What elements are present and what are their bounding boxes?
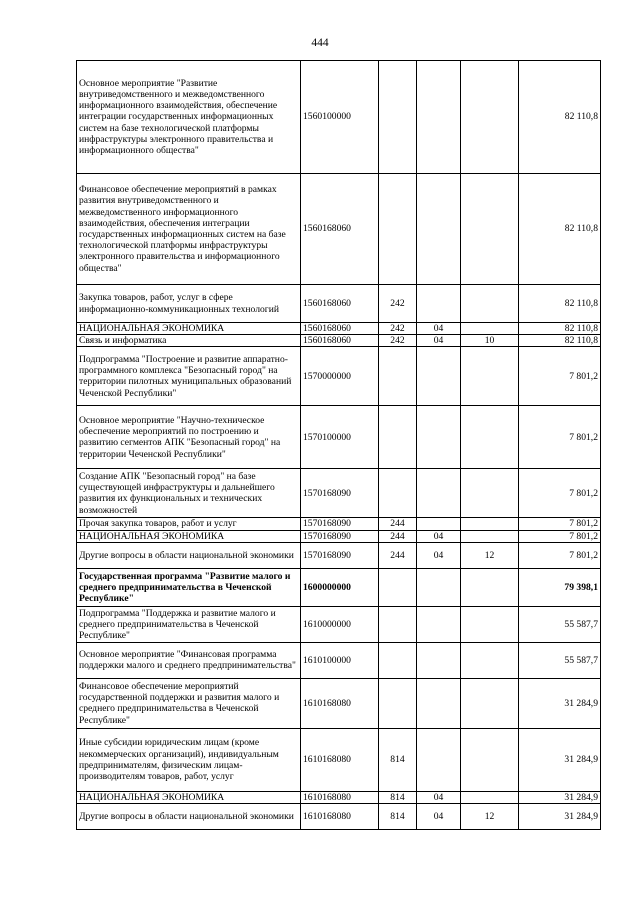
row-section-cell (417, 728, 461, 791)
row-expense-type-cell (379, 406, 417, 469)
row-amount-cell: 31 284,9 (519, 678, 601, 728)
row-subsection-cell: 12 (461, 804, 519, 830)
row-subsection-cell: 10 (461, 335, 519, 347)
row-target-code-cell: 1610168080 (301, 678, 379, 728)
row-subsection-cell (461, 347, 519, 406)
table-row (77, 678, 601, 728)
row-name-cell: Государственная программа "Развитие малого и среднего предпринимательства в Чеченской Республике" (77, 568, 301, 606)
row-section-cell (417, 518, 461, 530)
row-target-code-cell: 1610168080 (301, 728, 379, 791)
row-amount-cell: 82 110,8 (519, 285, 601, 323)
row-amount-cell: 7 801,2 (519, 406, 601, 469)
row-expense-type-cell (379, 678, 417, 728)
table-row (77, 285, 601, 323)
row-section-cell: 04 (417, 542, 461, 568)
row-amount-cell: 7 801,2 (519, 542, 601, 568)
row-section-cell (417, 285, 461, 323)
budget-table-body (77, 61, 601, 830)
table-row (77, 606, 601, 642)
row-subsection-cell (461, 174, 519, 285)
row-expense-type-cell (379, 606, 417, 642)
row-subsection-cell (461, 61, 519, 174)
row-name-cell: Финансовое обеспечение мероприятий государственной поддержки и развития малого и среднего предпринимательства в Чеченской Республике" (77, 678, 301, 728)
row-name-cell: Прочая закупка товаров, работ и услуг (77, 518, 301, 530)
row-target-code-cell: 1560100000 (301, 61, 379, 174)
row-expense-type-cell (379, 469, 417, 518)
table-row (77, 791, 601, 803)
row-name-cell: Закупка товаров, работ, услуг в сфере информационно-коммуникационных технологий (77, 285, 301, 323)
row-name-cell: Основное мероприятие "Развитие внутриведомственного и межведомственного информационного взаимодействия, обеспечение интеграции государственных информационных систем на базе технологической платформы инфраструктуры электронного правительства и информационного общества" (77, 61, 301, 174)
row-target-code-cell: 1570168090 (301, 530, 379, 542)
table-row (77, 530, 601, 542)
row-expense-type-cell (379, 642, 417, 678)
table-row (77, 728, 601, 791)
table-row (77, 323, 601, 335)
row-amount-cell: 82 110,8 (519, 323, 601, 335)
table-row (77, 406, 601, 469)
table-row (77, 568, 601, 606)
row-name-cell: Другие вопросы в области национальной экономики (77, 542, 301, 568)
page-number: 444 (311, 37, 329, 49)
row-expense-type-cell: 242 (379, 335, 417, 347)
row-target-code-cell: 1610100000 (301, 642, 379, 678)
row-section-cell (417, 174, 461, 285)
row-amount-cell: 7 801,2 (519, 347, 601, 406)
row-expense-type-cell: 244 (379, 542, 417, 568)
row-amount-cell: 82 110,8 (519, 335, 601, 347)
row-name-cell: НАЦИОНАЛЬНАЯ ЭКОНОМИКА (77, 791, 301, 803)
row-expense-type-cell: 814 (379, 728, 417, 791)
row-subsection-cell (461, 642, 519, 678)
row-target-code-cell: 1610168080 (301, 791, 379, 803)
row-target-code-cell: 1560168060 (301, 285, 379, 323)
row-subsection-cell (461, 791, 519, 803)
row-name-cell: Финансовое обеспечение мероприятий в рамках развития внутриведомственного и межведомственного информационного взаимодействия, обеспечения интеграции государственных информационных систем на базе технологической платформы инфраструктуры электронного правительства и информационного общества" (77, 174, 301, 285)
row-name-cell: Подпрограмма "Построение и развитие аппаратно-программного комплекса "Безопасный город" на территории пилотных муниципальных образований Чеченской Республики" (77, 347, 301, 406)
row-target-code-cell: 1560168060 (301, 174, 379, 285)
row-amount-cell: 31 284,9 (519, 804, 601, 830)
row-subsection-cell (461, 469, 519, 518)
row-name-cell: НАЦИОНАЛЬНАЯ ЭКОНОМИКА (77, 323, 301, 335)
row-name-cell: Другие вопросы в области национальной экономики (77, 804, 301, 830)
row-target-code-cell: 1560168060 (301, 323, 379, 335)
row-target-code-cell: 1610000000 (301, 606, 379, 642)
row-amount-cell: 7 801,2 (519, 469, 601, 518)
row-expense-type-cell (379, 347, 417, 406)
row-amount-cell: 31 284,9 (519, 791, 601, 803)
row-section-cell (417, 642, 461, 678)
row-section-cell: 04 (417, 323, 461, 335)
row-subsection-cell (461, 285, 519, 323)
row-amount-cell: 55 587,7 (519, 606, 601, 642)
table-row (77, 518, 601, 530)
row-expense-type-cell: 242 (379, 323, 417, 335)
budget-table (76, 60, 601, 830)
row-section-cell: 04 (417, 335, 461, 347)
row-subsection-cell (461, 518, 519, 530)
table-row (77, 335, 601, 347)
row-target-code-cell: 1560168060 (301, 335, 379, 347)
row-target-code-cell: 1570100000 (301, 406, 379, 469)
row-subsection-cell (461, 323, 519, 335)
row-name-cell: Основное мероприятие "Финансовая программа поддержки малого и среднего предпринимательства" (77, 642, 301, 678)
table-row (77, 61, 601, 174)
row-section-cell: 04 (417, 791, 461, 803)
row-expense-type-cell (379, 568, 417, 606)
row-subsection-cell (461, 606, 519, 642)
table-row (77, 469, 601, 518)
row-name-cell: Создание АПК "Безопасный город" на базе существующей инфраструктуры и дальнейшего развития их функциональных и технических возможностей (77, 469, 301, 518)
row-section-cell (417, 606, 461, 642)
row-name-cell: Связь и информатика (77, 335, 301, 347)
row-target-code-cell: 1570168090 (301, 518, 379, 530)
table-row (77, 804, 601, 830)
row-subsection-cell (461, 728, 519, 791)
row-amount-cell: 7 801,2 (519, 518, 601, 530)
row-target-code-cell: 1570168090 (301, 542, 379, 568)
row-amount-cell: 55 587,7 (519, 642, 601, 678)
row-target-code-cell: 1570000000 (301, 347, 379, 406)
row-expense-type-cell: 814 (379, 791, 417, 803)
table-row (77, 347, 601, 406)
row-section-cell: 04 (417, 804, 461, 830)
row-subsection-cell: 12 (461, 542, 519, 568)
row-target-code-cell: 1600000000 (301, 568, 379, 606)
row-expense-type-cell (379, 174, 417, 285)
row-section-cell (417, 568, 461, 606)
row-expense-type-cell: 814 (379, 804, 417, 830)
row-subsection-cell (461, 530, 519, 542)
row-amount-cell: 31 284,9 (519, 728, 601, 791)
row-name-cell: НАЦИОНАЛЬНАЯ ЭКОНОМИКА (77, 530, 301, 542)
row-section-cell (417, 406, 461, 469)
row-target-code-cell: 1610168080 (301, 804, 379, 830)
table-row (77, 642, 601, 678)
table-row (77, 542, 601, 568)
row-section-cell (417, 678, 461, 728)
row-section-cell (417, 469, 461, 518)
row-subsection-cell (461, 406, 519, 469)
row-expense-type-cell: 244 (379, 518, 417, 530)
row-name-cell: Иные субсидии юридическим лицам (кроме некоммерческих организаций), индивидуальным предпринимателям, физическим лицам-производителям товаров, работ, услуг (77, 728, 301, 791)
row-section-cell: 04 (417, 530, 461, 542)
row-expense-type-cell (379, 61, 417, 174)
row-name-cell: Подпрограмма "Поддержка и развитие малого и среднего предпринимательства в Чеченской Республике" (77, 606, 301, 642)
row-expense-type-cell: 244 (379, 530, 417, 542)
table-row (77, 174, 601, 285)
row-amount-cell: 7 801,2 (519, 530, 601, 542)
row-amount-cell: 82 110,8 (519, 174, 601, 285)
row-section-cell (417, 347, 461, 406)
row-section-cell (417, 61, 461, 174)
row-name-cell: Основное мероприятие "Научно-техническое обеспечение мероприятий по построению и развитию сегментов АПК "Безопасный город" на территории Чеченской Республики" (77, 406, 301, 469)
row-amount-cell: 79 398,1 (519, 568, 601, 606)
row-amount-cell: 82 110,8 (519, 61, 601, 174)
row-subsection-cell (461, 568, 519, 606)
row-expense-type-cell: 242 (379, 285, 417, 323)
row-subsection-cell (461, 678, 519, 728)
row-target-code-cell: 1570168090 (301, 469, 379, 518)
